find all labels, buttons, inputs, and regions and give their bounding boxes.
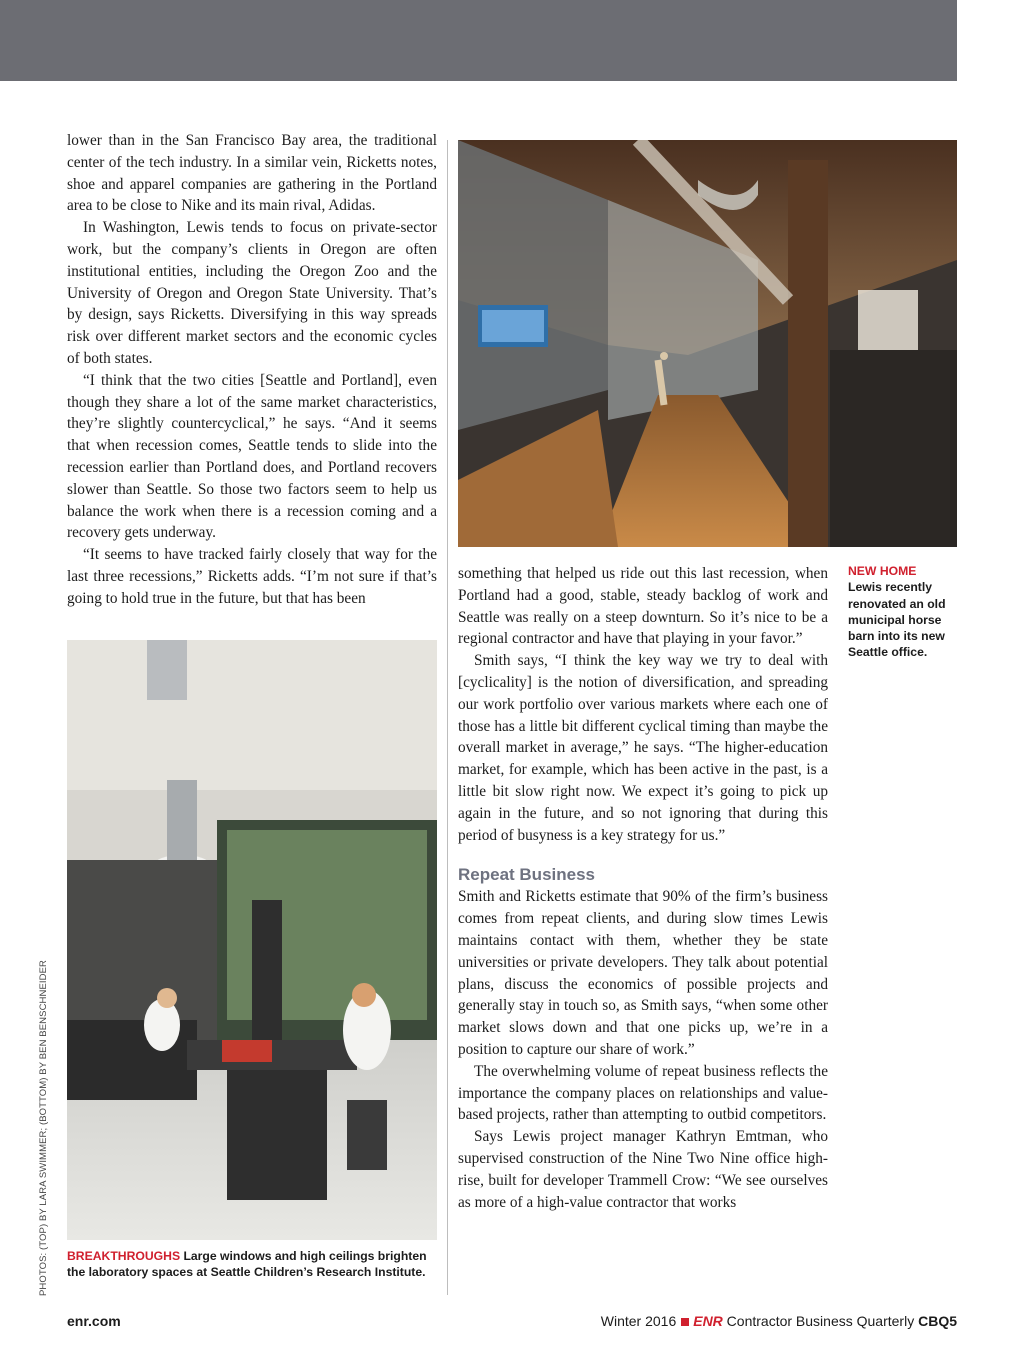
article-column-right — [458, 563, 828, 1213]
footer-issue: Winter 2016 — [600, 1313, 677, 1329]
caption-text: Lewis recently renovated an old municipal horse barn into its new Seattle office. — [848, 580, 946, 660]
photo-caption-bottom — [67, 1248, 439, 1281]
footer-publication-name: Contractor Business Quarterly — [722, 1313, 919, 1329]
paragraph: Smith and Ricketts estimate that 90% of the firm’s business comes from repeat clients, and during slow times Lewis maintains contact with them, whether they be state universities or private developers. They talk about potential plans, discuss the economics of possible projects and generally stay in touch so, as Smith says, “when some other market slows down and that one picks up, we’re in a position to capture our share of work.” — [458, 888, 828, 1058]
caption-text: Large windows and high ceilings brighten the laboratory spaces at Seattle Children’s Research Institute. — [67, 1249, 427, 1280]
footer-site: enr.com — [67, 1313, 121, 1329]
photo-credit: PHOTOS: (TOP) BY LARA SWIMMER; (BOTTOM) BY BEN BENSCHNEIDER — [38, 960, 49, 1296]
paragraph: In Washington, Lewis tends to focus on private-sector work, but the company’s clients in Oregon are often institutional entities, including the Oregon Zoo and the University of Oregon and Oregon State University. That’s by design, says Ricketts. Diversifying in this way spreads risk over different market sectors and the economic cycles of both states. — [67, 219, 437, 367]
paragraph: The overwhelming volume of repeat business reflects the importance the company places on relationships and value-based projects, rather than attempting to outbid competitors. — [458, 1062, 828, 1124]
laboratory-photo — [67, 640, 437, 1240]
paragraph: something that helped us ride out this last recession, when Portland had a good, stable, steady backlog of work and Seattle was really on a steep downturn. So it’s nice to be a regional contractor and have that playing in your favor.” — [458, 565, 828, 648]
article-column-left — [67, 130, 437, 610]
column-divider — [447, 140, 448, 1295]
header-bar — [0, 0, 957, 81]
page-number: CBQ5 — [918, 1313, 957, 1329]
caption-label: BREAKTHROUGHS — [67, 1249, 181, 1263]
red-square-icon — [681, 1318, 689, 1326]
footer-brand: ENR — [693, 1313, 723, 1329]
section-subhead: Repeat Business — [458, 865, 595, 885]
photo-caption-top — [848, 563, 958, 661]
office-interior-photo — [458, 140, 957, 547]
caption-label: NEW HOME — [848, 564, 917, 578]
paragraph: lower than in the San Francisco Bay area, the traditional center of the tech industry. In a similar vein, Ricketts notes, shoe and apparel companies are gathering in the Portland area to be close to Nike and its main rival, Adidas. — [67, 132, 437, 215]
paragraph: “It seems to have tracked fairly closely that way for the last three recessions,” Ricketts adds. “I’m not sure if that’s going to hold true in the future, but that has been — [67, 546, 437, 607]
paragraph: Smith says, “I think the key way we try to deal with [cyclicality] is the notion of diversification, and spreading our work portfolio over various markets where each one of those has a little bit different cyclical timing than maybe the overall market in average,” he says. “The higher-education market, for example, which has been active in the past, is a little bit slow right now. We expect it’s going to pick up again in the future, and so not ignoring that during this period of busyness is a key strategy for us.” — [458, 652, 828, 844]
footer-publication — [601, 1313, 957, 1329]
paragraph: “I think that the two cities [Seattle and Portland], even though they share a lot of the same market characteristics, they’re slightly countercyclical,” he says. “And it seems that when recession comes, Seattle tends to slide into the recession earlier than Portland does, and Portland recovers slower than Seattle. So those two factors seem to help us balance the work when there is a recession coming and a recovery gets underway. — [67, 371, 437, 542]
paragraph: Says Lewis project manager Kathryn Emtman, who supervised construction of the Nine Two Nine office high-rise, built for developer Trammell Crow: “We see ourselves as more of a high-value contractor that works — [458, 1128, 828, 1211]
